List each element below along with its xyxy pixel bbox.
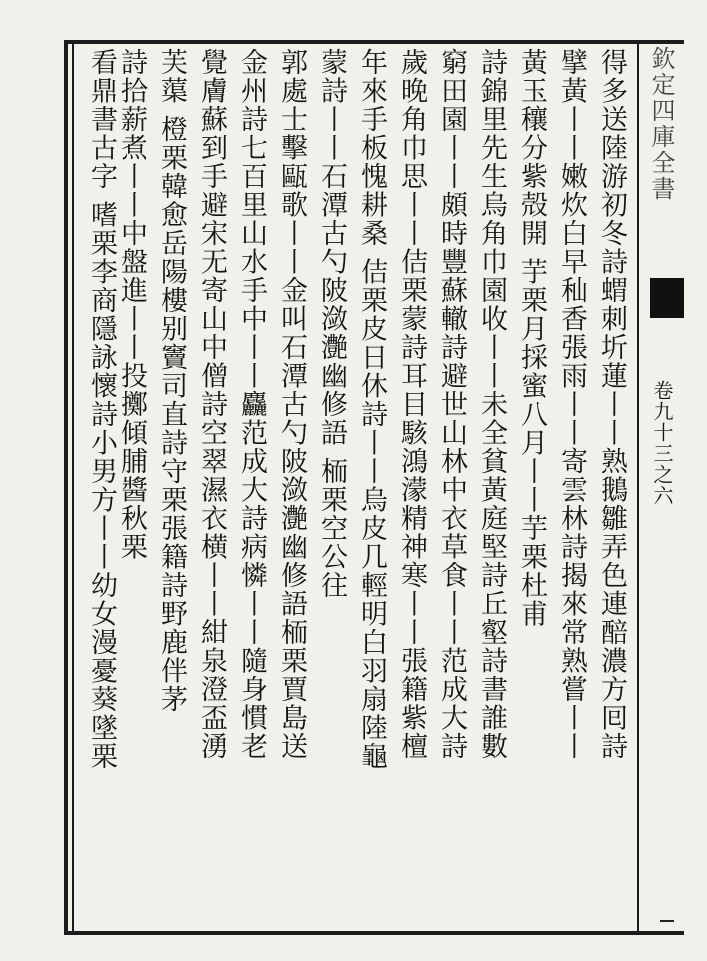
text-column-6: 歲晚角巾思丨丨佶栗蒙詩耳目駭鴻濛精神寒丨丨張籍紫檀 <box>396 48 427 761</box>
margin-tick <box>660 920 674 922</box>
fishtail-mark <box>650 278 684 318</box>
text-column-10: 金州詩七百里山水手中丨丨麤范成大詩病憐丨丨隨身慣老 <box>236 48 267 761</box>
text-column-5: 窮田園丨丨頗時豐蘇轍詩避世山林中衣草食丨丨范成大詩 <box>436 48 467 761</box>
text-column-1: 得多送陸游初冬詩蝟刺圻蓮丨丨熟鵝雛弄色連醅濃方囘詩 <box>596 48 627 761</box>
text-column-4: 詩錦里先生烏角巾園收丨丨未全貧黃庭堅詩丘壑詩書誰數 <box>476 48 507 761</box>
margin-volume-label: 卷九十三之六 <box>650 380 674 506</box>
text-column-8: 蒙詩丨丨石潭古勺陂潋灔幽修語 栭栗空公往 <box>316 48 347 600</box>
margin-book-title: 欽定四庫全書 <box>647 46 675 202</box>
text-column-12: 芙蕖 橙栗韓愈岳陽樓别竇司直詩守栗張籍詩野鹿伴茅 <box>156 48 187 714</box>
text-column-3: 黃玉穰分紫殻開 芋栗月採蜜八月丨丨芋栗杜甫 <box>516 48 547 629</box>
text-column-2: 擘黃丨丨嫩炊白早秈香張雨丨丨寄雲林詩揭來常熟嘗丨丨 <box>556 48 587 761</box>
text-column-14: 看鼎書古字 嗜栗李商隱詠懷詩小男方丨丨幼女漫憂葵墜栗 <box>86 48 117 771</box>
text-column-9: 郭處士擊甌歌丨丨金叫石潭古勺陂潋灔幽修語栭栗賈島送 <box>276 48 307 761</box>
frame-inner-rule <box>72 40 74 935</box>
text-column-13: 詩拾薪煮丨丨中盤進丨丨投擲傾脯醬秋栗 <box>116 48 147 561</box>
text-column-11: 覺膚蘇到手避宋无寄山中僧詩空翠濕衣横丨丨紺泉澄盃湧 <box>196 48 227 761</box>
text-column-7: 年來手板愧耕桑 佶栗皮日休詩丨丨烏皮几輕明白羽扇陸龜 <box>356 48 387 771</box>
